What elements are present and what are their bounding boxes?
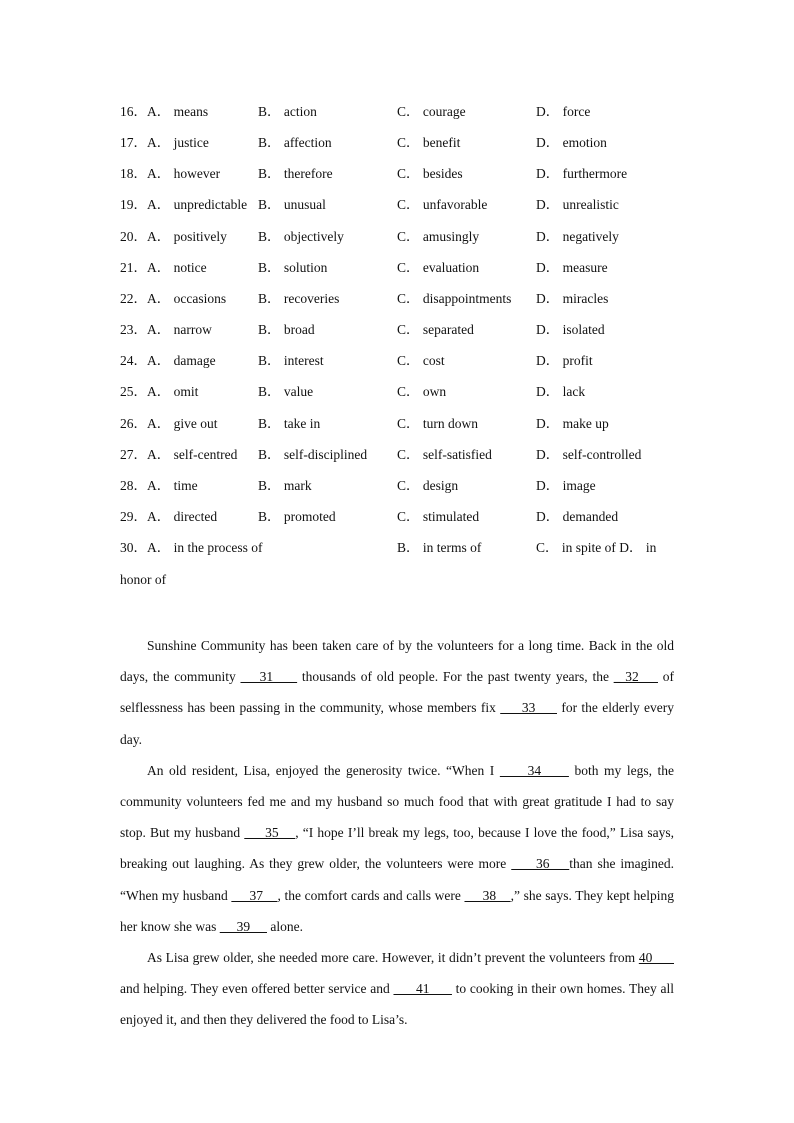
option-c: C． self-satisfied bbox=[397, 446, 492, 462]
option-d: D． lack bbox=[536, 384, 586, 400]
option-a: A． time bbox=[147, 477, 198, 493]
option-a: A． damage bbox=[147, 353, 216, 369]
option-a: A． omit bbox=[147, 384, 199, 400]
option-d: D． unrealistic bbox=[536, 197, 619, 213]
option-a: A． notice bbox=[147, 259, 207, 275]
option-d: D． profit bbox=[536, 353, 593, 369]
option-d: D． force bbox=[536, 104, 591, 119]
option-c: C． turn down bbox=[397, 415, 478, 431]
option-c: C． stimulated bbox=[397, 508, 480, 524]
option-a: A． in the process of bbox=[147, 540, 263, 556]
option-a: A． positively bbox=[147, 228, 227, 244]
option-a: A． unpredictable bbox=[147, 197, 248, 213]
option-b: B． promoted bbox=[258, 508, 336, 524]
option-c: C． design bbox=[397, 477, 459, 493]
option-d: D． miracles bbox=[536, 290, 609, 306]
option-c: C． unfavorable bbox=[397, 197, 488, 213]
option-c: C． amusingly bbox=[397, 228, 480, 244]
paragraph-1: Sunshine Community has been taken care of by the volunteers for a long time. Back in the old days, the community 31 thousands of old people. For the past twenty years, the _ 32 of selflessness has been passing in the community, whose members fix 33 for the elderly every day. bbox=[120, 638, 675, 747]
option-b: B． therefore bbox=[258, 166, 333, 182]
option-d: D． negatively bbox=[536, 228, 619, 244]
option-b: B． unusual bbox=[258, 197, 326, 213]
question-number: 28． bbox=[120, 477, 147, 493]
option-c: C． cost bbox=[397, 353, 445, 369]
option-d: D． measure bbox=[536, 259, 608, 275]
blank-38: 38 bbox=[464, 887, 511, 903]
blank-34: 34 bbox=[499, 762, 569, 778]
blank-35: 35 bbox=[244, 825, 296, 841]
option-b: B． value bbox=[258, 384, 314, 400]
cloze-passage bbox=[120, 630, 674, 1036]
blank-37: 37 bbox=[231, 887, 278, 903]
question-number: 27． bbox=[120, 446, 147, 462]
option-c: C． own bbox=[397, 384, 447, 400]
option-c: C． separated bbox=[397, 322, 474, 338]
option-d: D． isolated bbox=[536, 322, 605, 338]
option-b: B． interest bbox=[258, 353, 324, 369]
question-number: 22． bbox=[120, 290, 147, 306]
option-c: C． benefit bbox=[397, 135, 461, 151]
option-b: B． mark bbox=[258, 477, 312, 493]
option-c: C． evaluation bbox=[397, 259, 480, 275]
option-d: D． furthermore bbox=[536, 166, 628, 182]
option-a: A． justice bbox=[147, 135, 209, 151]
option-c: C． besides bbox=[397, 166, 463, 182]
question-number: 23． bbox=[120, 322, 147, 338]
blank-32: _ 32 bbox=[613, 669, 658, 685]
option-d: D． image bbox=[536, 477, 596, 493]
option-a: A． however bbox=[147, 166, 221, 182]
blank-40: 40 bbox=[638, 950, 674, 966]
blank-39: 39 bbox=[219, 918, 267, 934]
question-number: 29． bbox=[120, 508, 147, 524]
blank-41: 41 bbox=[393, 981, 452, 997]
option-a: A． give out bbox=[147, 415, 218, 431]
paragraph-3: As Lisa grew older, she needed more care. However, it didn’t prevent the volunteers from 40 and helping. They even offered better service and 41 to cooking in their own homes. They all enjoyed it, and then they delivered the food to Lisa’s. bbox=[120, 950, 674, 1028]
option-a: A． means bbox=[147, 104, 209, 119]
question-number: 16． bbox=[120, 104, 147, 119]
question-number: 20． bbox=[120, 228, 147, 244]
option-b: B． affection bbox=[258, 135, 332, 151]
question-number: 19． bbox=[120, 197, 147, 213]
option-d: D． self-controlled bbox=[536, 446, 642, 462]
question-number: 24． bbox=[120, 353, 147, 369]
question-number: 26． bbox=[120, 415, 147, 431]
option-b: B． solution bbox=[258, 259, 328, 275]
option-d: D． demanded bbox=[536, 508, 619, 524]
option-d: D． make up bbox=[536, 415, 609, 431]
question-number: 30． bbox=[120, 540, 147, 556]
option-b: B． broad bbox=[258, 322, 315, 338]
option-b: B． take in bbox=[258, 415, 321, 431]
question-number: 18． bbox=[120, 166, 147, 182]
option-b: B． self-disciplined bbox=[258, 446, 368, 462]
question-number: 25． bbox=[120, 384, 147, 400]
option-b: B． recoveries bbox=[258, 290, 340, 306]
option-30-overflow: honor of bbox=[120, 572, 167, 587]
option-d: C． in spite of D． in bbox=[536, 540, 657, 556]
option-d: D． emotion bbox=[536, 135, 607, 151]
blank-36: 36 bbox=[511, 856, 570, 872]
paragraph-2: An old resident, Lisa, enjoyed the generosity twice. “When I 34 both my legs, the community volunteers fed me and my husband so much food that with great gratitude I had to say stop. But my husband 35 , “I hope I’ll break my legs, too, because I love the food,” Lisa says, breaking out laughing. As they grew older, the volunteers were more 36 than she imagined. “When my husband 37 , the comfort cards and calls were 38 ,” she says. They kept helping her know she was 39 alone. bbox=[120, 762, 675, 934]
option-a: A． directed bbox=[147, 508, 218, 524]
option-a: A． self-centred bbox=[147, 446, 238, 462]
question-number: 21． bbox=[120, 259, 147, 275]
question-number: 17． bbox=[120, 135, 147, 151]
blank-33: 33 bbox=[500, 700, 557, 716]
option-c: C． courage bbox=[397, 104, 466, 119]
blank-31: 31 bbox=[240, 669, 298, 685]
option-b: B． objectively bbox=[258, 228, 344, 244]
option-c: C． disappointments bbox=[397, 290, 512, 306]
option-c: B． in terms of bbox=[397, 540, 482, 556]
option-a: A． occasions bbox=[147, 290, 227, 306]
option-a: A． narrow bbox=[147, 322, 212, 338]
option-b: B． action bbox=[258, 104, 317, 119]
